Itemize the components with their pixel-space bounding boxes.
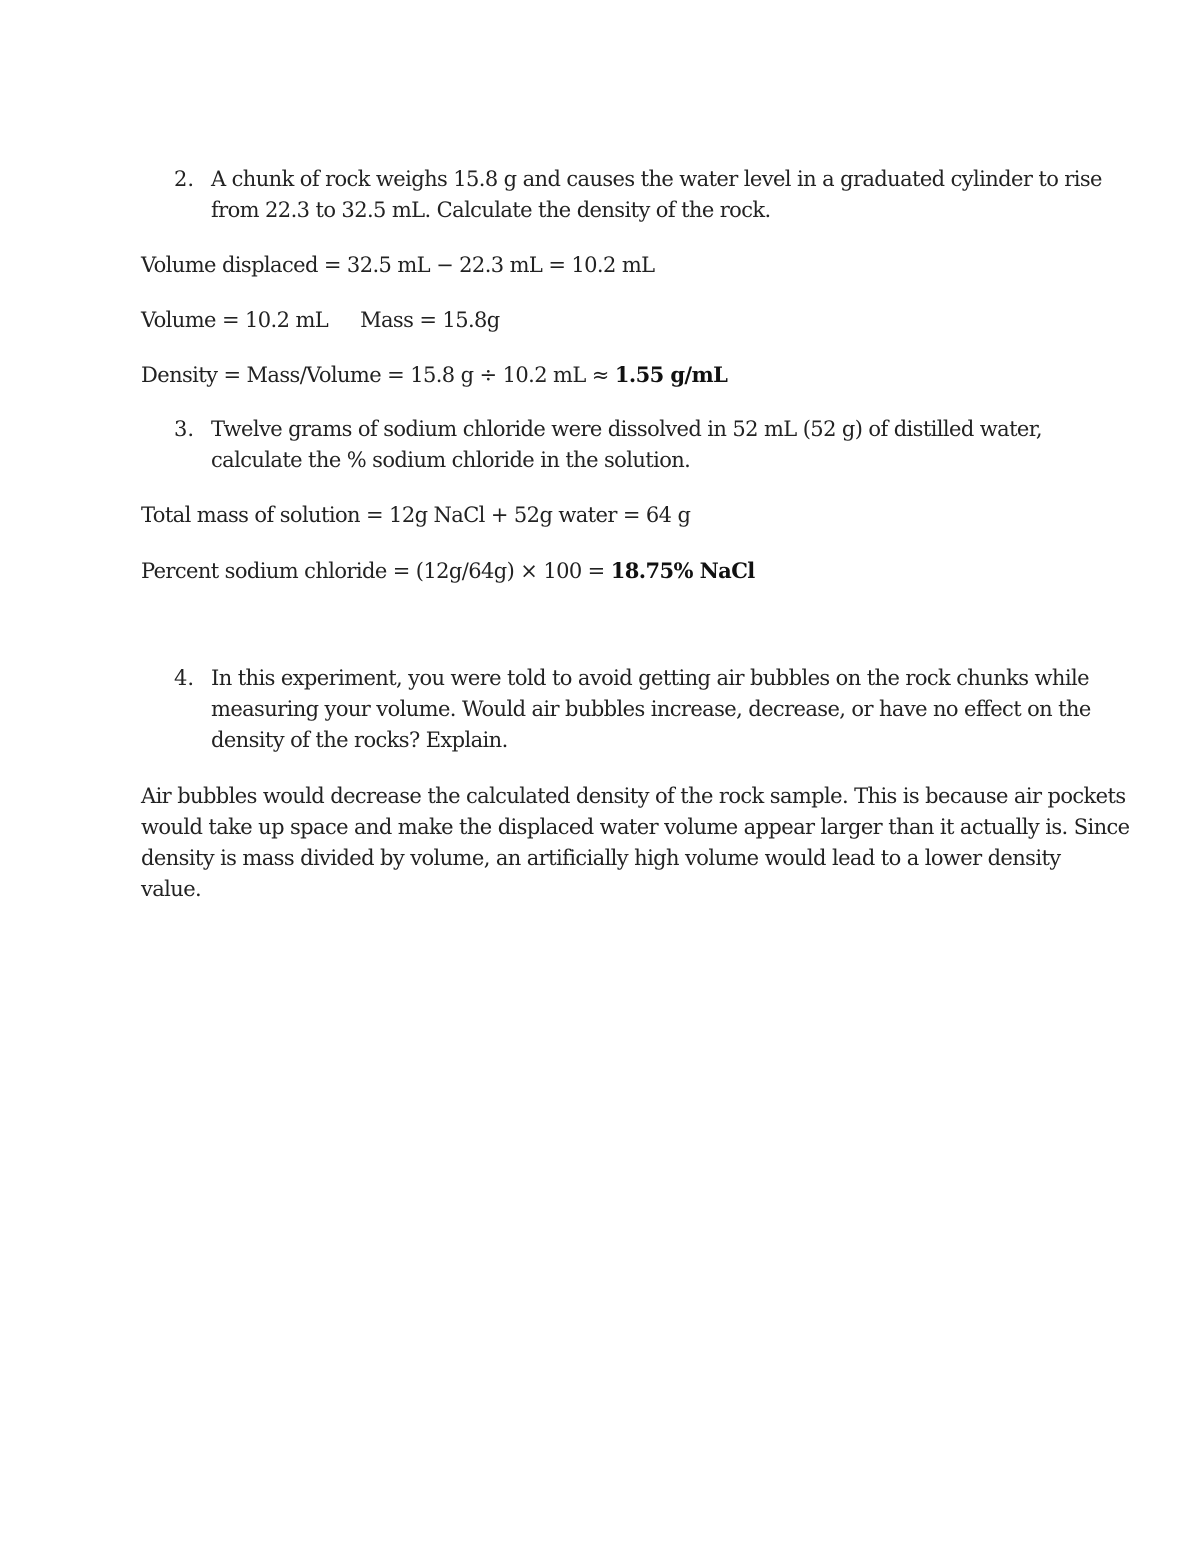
question-4-text-line-1: In this experiment, you were told to avoid getting air bubbles on the rock chunks while — [211, 666, 1089, 690]
total-mass-line: Total mass of solution = 12g NaCl + 52g water = 64 g — [141, 503, 691, 527]
volume-value: Volume = 10.2 mL — [141, 308, 329, 332]
question-4-number: 4. — [174, 666, 195, 690]
percent-answer: 18.75% NaCl — [610, 558, 755, 583]
question-4-text-line-2: measuring your volume. Would air bubbles increase, decrease, or have no effect on the — [211, 697, 1091, 721]
question-4-text-line-3: density of the rocks? Explain. — [211, 728, 508, 752]
question-3-number: 3. — [174, 417, 195, 441]
density-equation: Density = Mass/Volume = 15.8 g ÷ 10.2 mL ≈ — [141, 363, 615, 387]
mass-value: Mass = 15.8g — [360, 308, 500, 332]
volume-mass-line — [141, 305, 500, 336]
volume-displaced-line: Volume displaced = 32.5 mL − 22.3 mL = 10.2 mL — [141, 253, 655, 277]
answer-4-line-3: density is mass divided by volume, an artificially high volume would lead to a lower density — [141, 846, 1061, 870]
answer-4-line-1: Air bubbles would decrease the calculated density of the rock sample. This is because air pockets — [141, 784, 1126, 808]
answer-4-line-4: value. — [141, 877, 202, 901]
percent-line — [141, 555, 755, 587]
question-3-text-line-1: Twelve grams of sodium chloride were dissolved in 52 mL (52 g) of distilled water, — [211, 417, 1042, 441]
question-2-text-line-2: from 22.3 to 32.5 mL. Calculate the density of the rock. — [211, 198, 771, 222]
percent-equation: Percent sodium chloride = (12g/64g) × 100 = — [141, 559, 611, 583]
question-3-text-line-2: calculate the % sodium chloride in the solution. — [211, 448, 691, 472]
density-answer: 1.55 g/mL — [614, 362, 728, 387]
answer-4-line-2: would take up space and make the displaced water volume appear larger than it actually is. Since — [141, 815, 1130, 839]
question-2-text-line-1: A chunk of rock weighs 15.8 g and causes the water level in a graduated cylinder to rise — [211, 167, 1102, 191]
question-2-number: 2. — [174, 167, 195, 191]
density-line — [141, 359, 727, 391]
